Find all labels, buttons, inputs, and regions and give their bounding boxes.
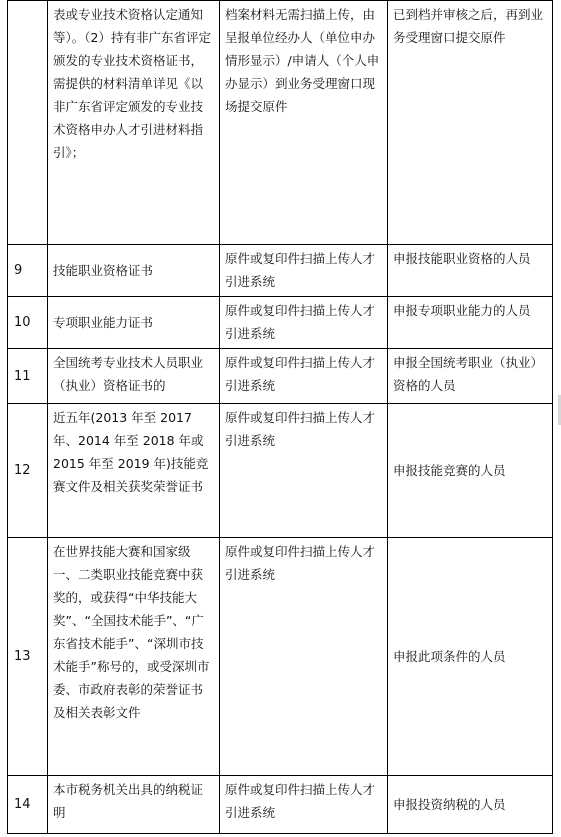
notes-cell: 申报此项条件的人员 [388,538,553,776]
submission-method-cell: 原件或复印件扫描上传人才引进系统 [220,245,388,297]
submission-method-cell: 原件或复印件扫描上传人才引进系统 [220,538,388,776]
submission-method-cell: 档案材料无需扫描上传，由呈报单位经办人（单位申办情形显示）/申请人（个人申办显示）到业务受理窗口现场提交原件 [220,1,388,245]
material-cell: 专项职业能力证书 [48,297,220,349]
notes-cell: 申报投资纳税的人员 [388,776,553,834]
table-row [8,297,553,349]
notes-cell: 申报专项职业能力的人员 [388,297,553,349]
table-row [8,349,553,404]
submission-method-cell: 原件或复印件扫描上传人才引进系统 [220,297,388,349]
material-cell: 全国统考专业技术人员职业（执业）资格证书的 [48,349,220,404]
table-row [8,538,553,776]
submission-method-cell: 原件或复印件扫描上传人才引进系统 [220,404,388,538]
material-cell: 在世界技能大赛和国家级一、二类职业技能竞赛中获奖的，或获得“中华技能大奖”、“全国技术能手”、“广东省技术能手”、“深圳市技术能手”称号的，或受深圳市委、市政府表彰的荣誉证书及相关表彰文件 [48,538,220,776]
table-row [8,1,553,245]
material-cell: 近五年(2013 年至 2017 年、2014 年至 2018 年或 2015 年至 2019 年)技能竞赛文件及相关获奖荣誉证书 [48,404,220,538]
submission-method-cell: 原件或复印件扫描上传人才引进系统 [220,776,388,834]
submission-method-cell: 原件或复印件扫描上传人才引进系统 [220,349,388,404]
notes-cell: 申报全国统考职业（执业）资格的人员 [388,349,553,404]
notes-cell: 已到档并审核之后，再到业务受理窗口提交原件 [388,1,553,245]
notes-cell: 申报技能竞赛的人员 [388,404,553,538]
materials-table [7,0,553,834]
material-cell: 表或专业技术资格认定通知等）。（2）持有非广东省评定颁发的专业技术资格证书，需提供的材料清单详见《以非广东省评定颁发的专业技术资格申办人才引进材料指引》； [48,1,220,245]
material-cell: 本市税务机关出具的纳税证明 [48,776,220,834]
material-cell: 技能职业资格证书 [48,245,220,297]
row-number: 13 [8,538,48,776]
notes-cell: 申报技能职业资格的人员 [388,245,553,297]
row-number: 9 [8,245,48,297]
table-row [8,404,553,538]
table-row [8,776,553,834]
table-row [8,245,553,297]
row-number: 10 [8,297,48,349]
row-number [8,1,48,245]
row-number: 11 [8,349,48,404]
row-number: 12 [8,404,48,538]
row-number: 14 [8,776,48,834]
